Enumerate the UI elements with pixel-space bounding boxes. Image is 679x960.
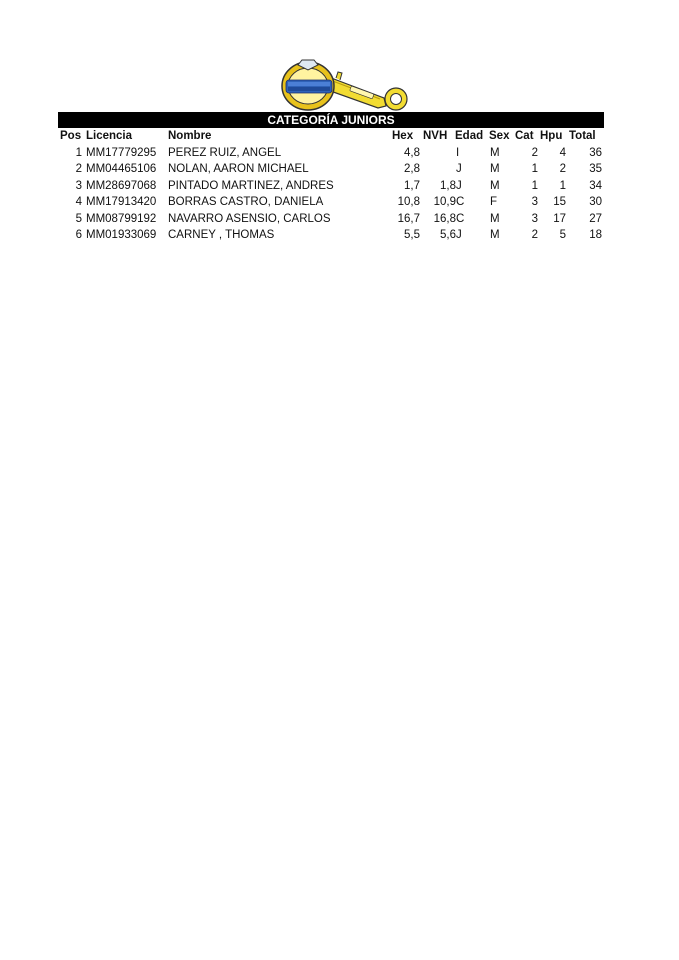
cell-total: 30 [589,196,602,208]
column-header-sex: Sex [489,130,510,142]
cell-licencia: MM08799192 [86,212,157,225]
column-header-hex: Hex [392,130,414,142]
cell-nvh: 10,9 [433,196,456,208]
cell-hpu: 5 [559,229,566,241]
cell-licencia: MM04465106 [86,163,157,175]
column-header-pos: Pos [60,130,82,142]
table-row [58,145,604,162]
cell-pos: 1 [75,146,82,159]
cell-pos: 4 [75,196,82,208]
cell-hex: 1,7 [404,179,420,192]
cell-nombre: NAVARRO ASENSIO, CARLOS [168,212,331,225]
cell-nombre: BORRAS CASTRO, DANIELA [168,196,324,208]
cell-edad: J [456,163,462,175]
cell-licencia: MM17779295 [86,146,157,159]
cell-edad: C [456,212,465,225]
cell-total: 35 [589,163,602,175]
cell-edad: J [456,229,462,241]
cell-pos: 5 [75,212,82,225]
results-table [58,128,604,244]
column-header-total: Total [569,130,596,142]
table-row [58,178,604,195]
column-header-nvh: NVH [423,130,448,142]
cell-nvh: 1,8 [440,179,456,192]
table-row [58,161,604,178]
cell-hex: 4,8 [404,146,420,159]
cell-sex: M [490,179,500,192]
cell-licencia: MM28697068 [86,179,157,192]
column-header-licencia: Licencia [86,130,133,142]
cell-pos: 6 [75,229,82,241]
cell-hpu: 2 [559,163,566,175]
cell-hpu: 17 [553,212,566,225]
cell-licencia: MM01933069 [86,229,157,241]
key-ring-logo-icon [276,54,412,114]
cell-edad: J [456,179,462,192]
column-header-nombre: Nombre [168,130,212,142]
cell-licencia: MM17913420 [86,196,157,208]
cell-edad: C [456,196,465,208]
cell-sex: M [490,163,500,175]
cell-cat: 1 [531,179,538,192]
cell-sex: M [490,229,500,241]
cell-nvh: 5,6 [440,229,456,241]
cell-nombre: NOLAN, AARON MICHAEL [168,163,309,175]
cell-hpu: 4 [559,146,566,159]
cell-total: 36 [589,146,602,159]
column-header-hpu: Hpu [540,130,563,142]
cell-nvh: 16,8 [433,212,456,225]
cell-cat: 3 [531,196,538,208]
cell-nombre: CARNEY , THOMAS [168,229,275,241]
cell-edad: I [456,146,460,159]
cell-hpu: 15 [553,196,566,208]
cell-cat: 1 [531,163,538,175]
table-row [58,211,604,228]
cell-total: 18 [589,229,602,241]
category-title-bar: CATEGORÍA JUNIORS [58,112,604,128]
cell-nombre: PINTADO MARTINEZ, ANDRES [168,179,334,192]
cell-hex: 5,5 [404,229,420,241]
cell-pos: 2 [75,163,82,175]
cell-nombre: PEREZ RUIZ, ANGEL [168,146,282,159]
cell-sex: M [490,212,500,225]
cell-hex: 16,7 [397,212,420,225]
table-row [58,227,604,244]
cell-sex: F [490,196,498,208]
cell-hex: 2,8 [404,163,420,175]
cell-total: 27 [589,212,602,225]
column-header-cat: Cat [515,130,534,142]
cell-cat: 2 [531,146,538,159]
cell-pos: 3 [75,179,82,192]
cell-hpu: 1 [559,179,566,192]
cell-sex: M [490,146,500,159]
cell-hex: 10,8 [397,196,420,208]
cell-cat: 3 [531,212,538,225]
column-header-edad: Edad [455,130,484,142]
table-header-row [58,128,604,145]
cell-total: 34 [589,179,602,192]
table-row [58,194,604,211]
cell-cat: 2 [531,229,538,241]
sponsor-logo [276,54,412,114]
